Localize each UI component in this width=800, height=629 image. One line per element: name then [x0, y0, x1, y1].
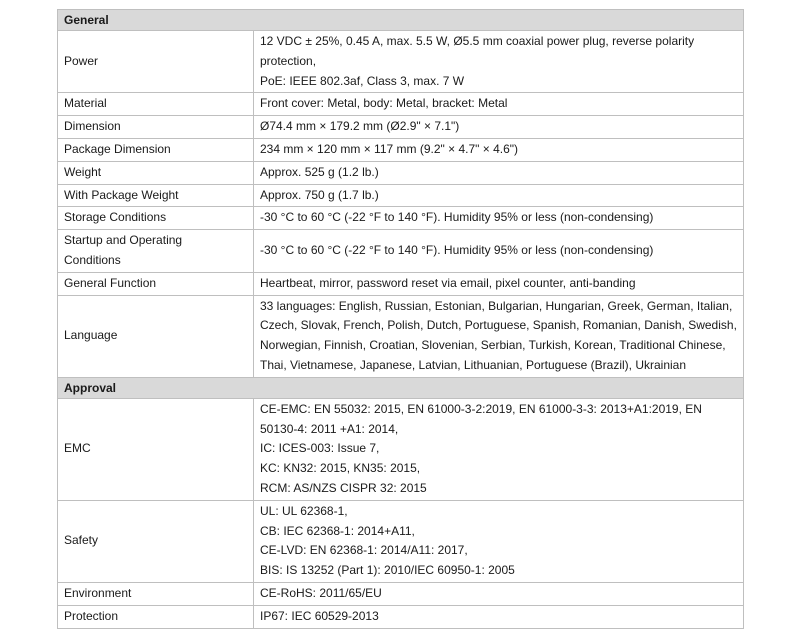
row-value-line: IP67: IEC 60529-2013	[260, 608, 379, 623]
table-row	[58, 184, 744, 207]
table-row	[58, 207, 744, 230]
row-label: Environment	[58, 582, 254, 605]
row-value-line: CE-LVD: EN 62368-1: 2014/A11: 2017,	[260, 543, 468, 558]
row-label: With Package Weight	[58, 184, 254, 207]
row-value-line: PoE: IEEE 802.3af, Class 3, max. 7 W	[260, 73, 465, 88]
row-value-line: 50130-4: 2011 +A1: 2014,	[260, 421, 399, 436]
row-value	[254, 230, 744, 273]
row-label: Material	[58, 93, 254, 116]
row-value-line: Czech, Slovak, French, Polish, Dutch, Portuguese, Spanish, Romanian, Danish, Swedish,	[260, 318, 737, 333]
row-label: Protection	[58, 605, 254, 628]
row-value-line: protection,	[260, 53, 317, 68]
table-row	[58, 138, 744, 161]
row-value-line: 33 languages: English, Russian, Estonian, Bulgarian, Hungarian, Greek, German, Italian,	[260, 298, 733, 313]
row-label: Package Dimension	[58, 138, 254, 161]
row-value	[254, 207, 744, 230]
row-value-line: IC: ICES-003: Issue 7,	[260, 441, 380, 456]
row-value	[254, 138, 744, 161]
row-label: Safety	[58, 500, 254, 582]
row-label: General Function	[58, 272, 254, 295]
table-row	[58, 582, 744, 605]
row-value-line: -30 °C to 60 °C (-22 °F to 140 °F). Humidity 95% or less (non-condensing)	[260, 243, 654, 258]
row-value	[254, 500, 744, 582]
row-value-line: BIS: IS 13252 (Part 1): 2010/IEC 60950-1: 2005	[260, 563, 515, 578]
row-value	[254, 31, 744, 93]
row-value	[254, 582, 744, 605]
row-label	[58, 230, 254, 273]
row-label: Storage Conditions	[58, 207, 254, 230]
row-value	[254, 272, 744, 295]
row-value	[254, 161, 744, 184]
row-value	[254, 116, 744, 139]
row-value-line: Thai, Vietnamese, Japanese, Latvian, Lithuanian, Portuguese (Brazil), Ukrainian	[260, 357, 687, 372]
row-value-line: -30 °C to 60 °C (-22 °F to 140 °F). Humidity 95% or less (non-condensing)	[260, 210, 654, 225]
row-value-line: RCM: AS/NZS CISPR 32: 2015	[260, 480, 427, 495]
row-value-line: CE-RoHS: 2011/65/EU	[260, 585, 382, 600]
row-value-line: Heartbeat, mirror, password reset via email, pixel counter, anti-banding	[260, 275, 636, 290]
table-row	[58, 31, 744, 93]
table-row	[58, 161, 744, 184]
table-row	[58, 398, 744, 500]
row-value	[254, 398, 744, 500]
row-value-line: Ø74.4 mm × 179.2 mm (Ø2.9" × 7.1")	[260, 119, 460, 134]
row-label: Language	[58, 295, 254, 377]
section-header-approval	[58, 377, 744, 398]
row-value-line: Norwegian, Finnish, Croatian, Slovenian, Serbian, Turkish, Korean, Traditional Chinese,	[260, 338, 726, 353]
row-value-line: 12 VDC ± 25%, 0.45 A, max. 5.5 W, Ø5.5 mm coaxial power plug, reverse polarity	[260, 34, 695, 48]
specifications-table	[57, 9, 744, 629]
section-header-general	[58, 10, 744, 31]
table-row	[58, 500, 744, 582]
table-row	[58, 93, 744, 116]
row-value-line: UL: UL 62368-1,	[260, 503, 348, 518]
table-row	[58, 116, 744, 139]
row-value-line: CE-EMC: EN 55032: 2015, EN 61000-3-2:2019, EN 61000-3-3: 2013+A1:2019, EN	[260, 401, 702, 416]
row-value-line: Approx. 750 g (1.7 lb.)	[260, 187, 379, 202]
row-value	[254, 605, 744, 628]
section-title: General	[58, 10, 744, 31]
specifications-table-body	[58, 10, 744, 629]
table-row	[58, 605, 744, 628]
row-label-line: Startup and Operating	[64, 233, 183, 248]
table-row	[58, 295, 744, 377]
row-label: Power	[58, 31, 254, 93]
table-row	[58, 230, 744, 273]
row-value-line: Approx. 525 g (1.2 lb.)	[260, 164, 379, 179]
row-label-line: Conditions	[64, 252, 121, 267]
row-value-line: 234 mm × 120 mm × 117 mm (9.2" × 4.7" × 4.6")	[260, 141, 519, 156]
table-row	[58, 272, 744, 295]
section-title: Approval	[58, 377, 744, 398]
row-value-line: KC: KN32: 2015, KN35: 2015,	[260, 461, 421, 476]
row-value-line: CB: IEC 62368-1: 2014+A11,	[260, 523, 415, 538]
row-label: Weight	[58, 161, 254, 184]
row-value	[254, 93, 744, 116]
row-value	[254, 295, 744, 377]
row-label: EMC	[58, 398, 254, 500]
row-label: Dimension	[58, 116, 254, 139]
row-value-line: Front cover: Metal, body: Metal, bracket: Metal	[260, 96, 508, 111]
row-value	[254, 184, 744, 207]
